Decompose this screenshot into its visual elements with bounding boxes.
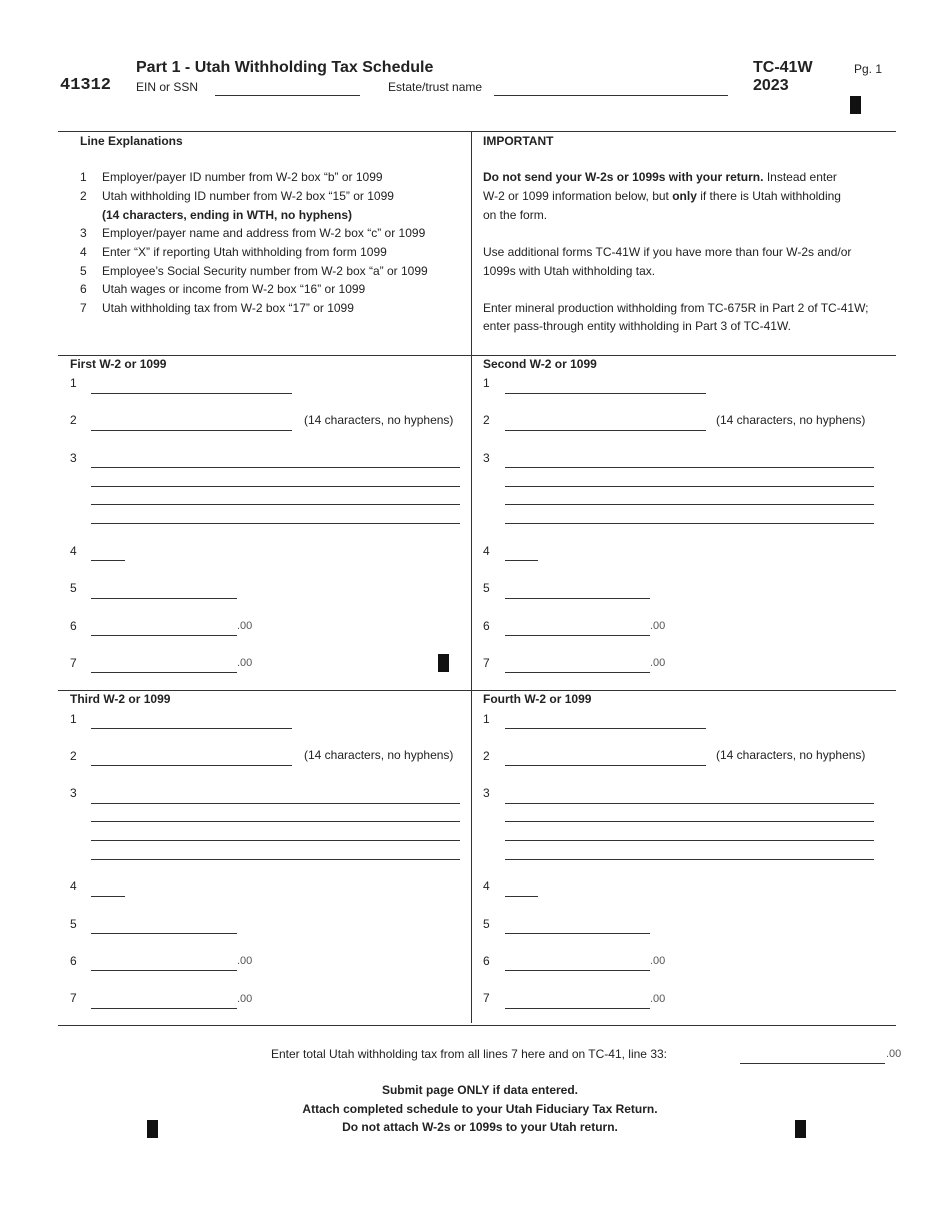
page-number: Pg. 1 xyxy=(854,62,883,76)
cents-label: .00 xyxy=(237,620,253,632)
important-p1-line2: W-2 or 1099 information below, but only if there is Utah withholding xyxy=(483,189,841,203)
line-num-6: 6 xyxy=(70,619,77,633)
important-p2-line2: 1099s with Utah withholding tax. xyxy=(483,264,656,278)
first-employer-id-field[interactable] xyxy=(91,377,292,394)
third-1099-x-field[interactable] xyxy=(91,880,125,897)
important-p3-line1: Enter mineral production withholding from TC-675R in Part 2 of TC-41W; xyxy=(483,301,869,315)
page-title: Part 1 - Utah Withholding Tax Schedule xyxy=(136,59,434,76)
scan-marker-bottom-left xyxy=(147,1120,158,1138)
line-num-3: 3 xyxy=(483,451,490,465)
line-num-6: 6 xyxy=(70,954,77,968)
line-num-5: 5 xyxy=(70,581,77,595)
line-num-1: 1 xyxy=(70,376,77,390)
footer-note-3: Do not attach W-2s or 1099s to your Utah return. xyxy=(342,1120,618,1134)
hyphen-note: (14 characters, no hyphens) xyxy=(304,413,454,427)
section-title-second: Second W-2 or 1099 xyxy=(483,357,597,371)
third-wages-field[interactable] xyxy=(91,954,237,971)
first-address-line-2[interactable] xyxy=(91,470,460,487)
total-cents-label: .00 xyxy=(886,1048,902,1060)
explanation-2-note: (14 characters, ending in WTH, no hyphens) xyxy=(102,208,353,222)
third-ssn-field[interactable] xyxy=(91,917,237,934)
scan-marker-bottom-right xyxy=(795,1120,806,1138)
second-utah-id-field[interactable] xyxy=(505,414,706,431)
important-p1-line3: on the form. xyxy=(483,208,548,222)
line-num-1: 1 xyxy=(483,712,490,726)
total-label: Enter total Utah withholding tax from all lines 7 here and on TC-41, line 33: xyxy=(271,1047,667,1061)
third-address-line-2[interactable] xyxy=(91,805,460,822)
first-address-line-4[interactable] xyxy=(91,507,460,524)
first-utah-id-field[interactable] xyxy=(91,414,292,431)
section-title-fourth: Fourth W-2 or 1099 xyxy=(483,692,592,706)
first-address-line-3[interactable] xyxy=(91,488,460,505)
line-num-4: 4 xyxy=(483,879,490,893)
rule-mid1 xyxy=(58,355,896,356)
line-num-6: 6 xyxy=(483,954,490,968)
rule-bottom xyxy=(58,1025,896,1026)
second-wages-field[interactable] xyxy=(505,619,650,636)
explanation-4: 4 Enter “X” if reporting Utah withholding from form 1099 xyxy=(80,245,387,259)
third-address-line-1[interactable] xyxy=(91,787,460,804)
explanations-heading: Line Explanations xyxy=(80,134,183,148)
third-address-line-3[interactable] xyxy=(91,824,460,841)
explanation-6: 6 Utah wages or income from W-2 box “16” or 1099 xyxy=(80,282,366,296)
line-num-5: 5 xyxy=(70,917,77,931)
section-title-third: Third W-2 or 1099 xyxy=(70,692,171,706)
second-address-line-4[interactable] xyxy=(505,507,874,524)
cents-label: .00 xyxy=(237,657,253,669)
second-address-line-1[interactable] xyxy=(505,451,874,468)
ein-field[interactable] xyxy=(215,79,360,96)
fourth-1099-x-field[interactable] xyxy=(505,880,538,897)
footer-note-1: Submit page ONLY if data entered. xyxy=(381,1083,579,1097)
form-year: 2023 xyxy=(753,77,789,94)
line-num-5: 5 xyxy=(483,581,490,595)
line-num-6: 6 xyxy=(483,619,490,633)
cents-label: .00 xyxy=(650,993,666,1005)
second-address-line-3[interactable] xyxy=(505,488,874,505)
fourth-employer-id-field[interactable] xyxy=(505,712,706,729)
fourth-address-line-1[interactable] xyxy=(505,787,874,804)
hyphen-note: (14 characters, no hyphens) xyxy=(304,748,454,762)
line-num-4: 4 xyxy=(483,544,490,558)
third-utah-id-field[interactable] xyxy=(91,749,292,766)
first-withholding-field[interactable] xyxy=(91,656,237,673)
second-ssn-field[interactable] xyxy=(505,582,650,599)
cents-label: .00 xyxy=(650,955,666,967)
second-withholding-field[interactable] xyxy=(505,656,650,673)
important-p3-line2: enter pass-through entity withholding in Part 3 of TC-41W. xyxy=(483,319,791,333)
fourth-address-line-3[interactable] xyxy=(505,824,874,841)
first-ssn-field[interactable] xyxy=(91,582,237,599)
line-num-3: 3 xyxy=(483,786,490,800)
fourth-wages-field[interactable] xyxy=(505,954,650,971)
first-1099-x-field[interactable] xyxy=(91,544,125,561)
divider-mid xyxy=(471,355,472,690)
estate-label: Estate/trust name xyxy=(388,80,483,94)
first-address-line-1[interactable] xyxy=(91,451,460,468)
explanation-7: 7 Utah withholding tax from W-2 box “17” or 1099 xyxy=(80,301,354,315)
line-num-2: 2 xyxy=(70,749,77,763)
second-1099-x-field[interactable] xyxy=(505,544,538,561)
ein-label: EIN or SSN xyxy=(136,80,199,94)
line-num-2: 2 xyxy=(483,413,490,427)
important-p1-line1: Do not send your W-2s or 1099s with your return. Instead enter xyxy=(483,170,837,184)
line-num-2: 2 xyxy=(70,413,77,427)
cents-label: .00 xyxy=(650,620,666,632)
rule-mid2 xyxy=(58,690,896,691)
line-num-7: 7 xyxy=(483,991,490,1005)
explanation-3: 3 Employer/payer name and address from W-2 box “c” or 1099 xyxy=(80,226,426,240)
form-id: TC-41W xyxy=(753,59,813,76)
line-num-7: 7 xyxy=(70,656,77,670)
line-num-3: 3 xyxy=(70,786,77,800)
second-address-line-2[interactable] xyxy=(505,470,874,487)
third-employer-id-field[interactable] xyxy=(91,712,292,729)
explanation-1: 1 Employer/payer ID number from W-2 box “b” or 1099 xyxy=(80,170,383,184)
scan-marker-top xyxy=(850,96,861,114)
divider-top xyxy=(471,131,472,355)
important-heading: IMPORTANT xyxy=(483,134,554,148)
line-num-1: 1 xyxy=(483,376,490,390)
line-num-7: 7 xyxy=(483,656,490,670)
total-withholding-field[interactable] xyxy=(740,1047,885,1064)
important-p2-line1: Use additional forms TC-41W if you have more than four W-2s and/or xyxy=(483,245,852,259)
cents-label: .00 xyxy=(650,657,666,669)
line-num-5: 5 xyxy=(483,917,490,931)
first-wages-field[interactable] xyxy=(91,619,237,636)
fourth-withholding-field[interactable] xyxy=(505,992,650,1009)
fourth-ssn-field[interactable] xyxy=(505,917,650,934)
line-num-1: 1 xyxy=(70,712,77,726)
divider-bottom xyxy=(471,690,472,1023)
fourth-utah-id-field[interactable] xyxy=(505,749,706,766)
section-title-first: First W-2 or 1099 xyxy=(70,357,167,371)
line-num-4: 4 xyxy=(70,879,77,893)
footer-note-2: Attach completed schedule to your Utah Fiduciary Tax Return. xyxy=(302,1102,658,1116)
rule-top xyxy=(58,131,896,132)
fourth-address-line-4[interactable] xyxy=(505,843,874,860)
hyphen-note: (14 characters, no hyphens) xyxy=(716,413,866,427)
fourth-address-line-2[interactable] xyxy=(505,805,874,822)
line-num-2: 2 xyxy=(483,749,490,763)
line-num-7: 7 xyxy=(70,991,77,1005)
explanation-2: 2 Utah withholding ID number from W-2 box “15” or 1099 xyxy=(80,189,394,203)
third-withholding-field[interactable] xyxy=(91,992,237,1009)
estate-name-field[interactable] xyxy=(494,79,728,96)
line-num-4: 4 xyxy=(70,544,77,558)
cents-label: .00 xyxy=(237,955,253,967)
line-num-3: 3 xyxy=(70,451,77,465)
explanation-5: 5 Employee’s Social Security number from W-2 box “a” or 1099 xyxy=(80,264,428,278)
cents-label: .00 xyxy=(237,993,253,1005)
scan-marker-mid xyxy=(438,654,449,672)
third-address-line-4[interactable] xyxy=(91,843,460,860)
hyphen-note: (14 characters, no hyphens) xyxy=(716,748,866,762)
form-code: 41312 xyxy=(60,76,112,95)
second-employer-id-field[interactable] xyxy=(505,377,706,394)
